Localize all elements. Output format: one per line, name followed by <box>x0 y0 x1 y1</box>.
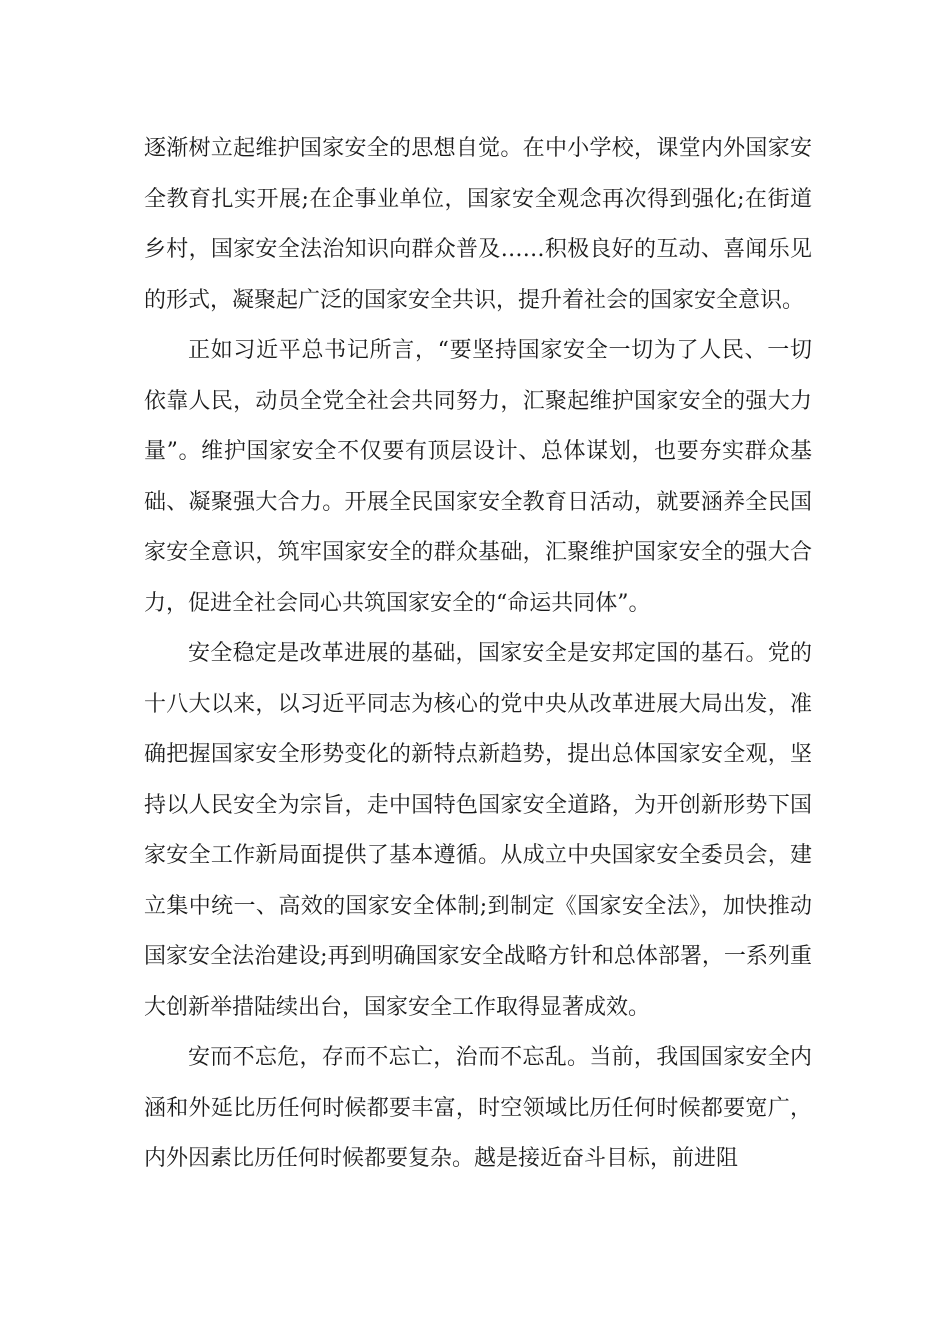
paragraph-1: 逐渐树立起维护国家安全的思想自觉。在中小学校，课堂内外国家安全教育扎实开展;在企事业单位，国家安全观念再次得到强化;在街道乡村，国家安全法治知识向群众普及……积极良好的互动、喜闻乐见的形式，凝聚起广泛的国家安全共识，提升着社会的国家安全意识。 <box>144 136 812 313</box>
paragraph-4: 安而不忘危，存而不忘亡，治而不忘乱。当前，我国国家安全内涵和外延比历任何时候都要丰富，时空领域比历任何时候都要宽广，内外因素比历任何时候都要复杂。越是接近奋斗目标，前进阻 <box>144 1045 812 1171</box>
paragraph-2: 正如习近平总书记所言，“要坚持国家安全一切为了人民、一切依靠人民，动员全党全社会共同努力，汇聚起维护国家安全的强大力量”。维护国家安全不仅要有顶层设计、总体谋划，也要夯实群众基础、凝聚强大合力。开展全民国家安全教育日活动，就要涵养全民国家安全意识，筑牢国家安全的群众基础，汇聚维护国家安全的强大合力，促进全社会同心共筑国家安全的“命运共同体”。 <box>144 338 812 616</box>
paragraph-3: 安全稳定是改革进展的基础，国家安全是安邦定国的基石。党的十八大以来，以习近平同志为核心的党中央从改革进展大局出发，准确把握国家安全形势变化的新特点新趋势，提出总体国家安全观，坚持以人民安全为宗旨，走中国特色国家安全道路，为开创新形势下国家安全工作新局面提供了基本遵循。从成立中央国家安全委员会，建立集中统一、高效的国家安全体制;到制定《国家安全法》，加快推动国家安全法治建设;再到明确国家安全战略方针和总体部署，一系列重大创新举措陆续出台，国家安全工作取得显著成效。 <box>144 641 812 1020</box>
document-body <box>144 124 812 1185</box>
